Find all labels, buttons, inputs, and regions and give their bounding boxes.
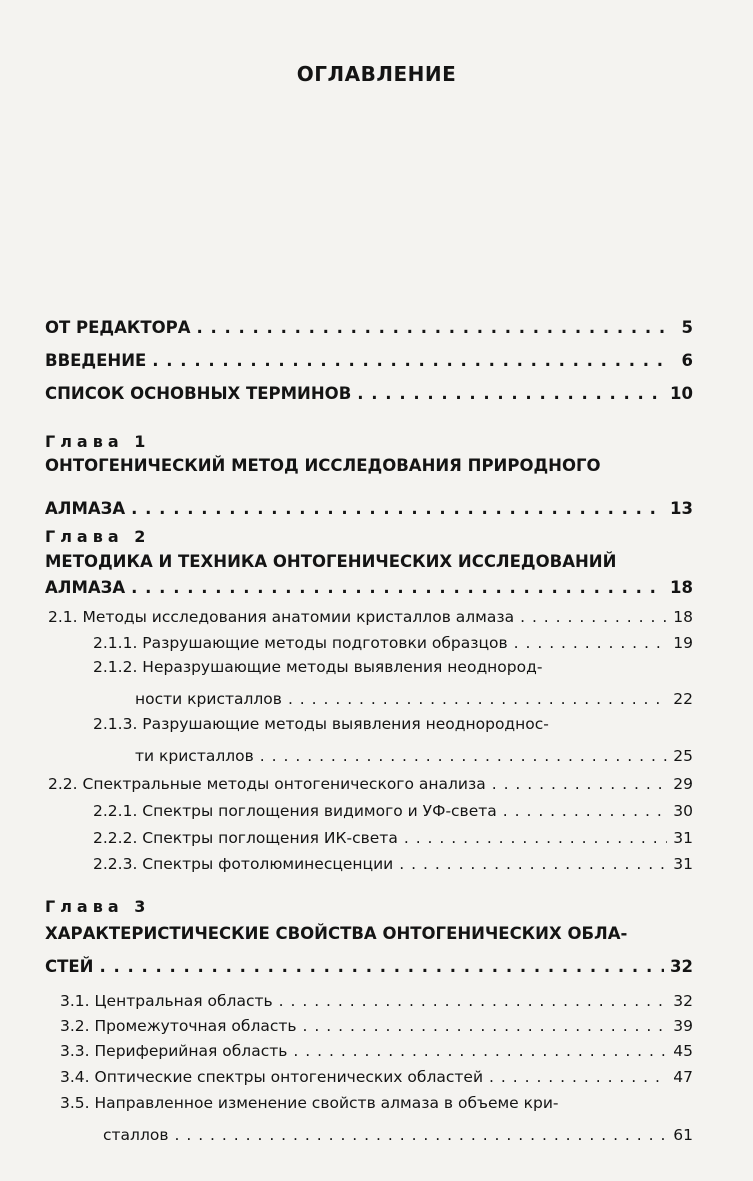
- dot-leader: [260, 746, 667, 766]
- entry-page: 22: [673, 690, 693, 708]
- chapter-title: МЕТОДИКА И ТЕХНИКА ОНТОГЕНИЧЕСКИХ ИССЛЕДОВАНИЙ: [45, 552, 617, 571]
- chapter-title: ХАРАКТЕРИСТИЧЕСКИЕ СВОЙСТВА ОНТОГЕНИЧЕСКИХ ОБЛА-: [45, 924, 628, 943]
- toc-entry: [60, 1067, 693, 1087]
- toc-entry: [45, 957, 693, 977]
- entry-label: АЛМАЗА: [45, 578, 126, 597]
- toc-entry: [60, 991, 693, 1011]
- toc-entry: [93, 633, 693, 653]
- dot-leader: [279, 991, 667, 1011]
- toc-entry: [45, 384, 693, 404]
- dot-leader: [404, 828, 667, 848]
- entry-page: 19: [673, 634, 693, 652]
- chapter-label: Глава 2: [45, 527, 151, 546]
- entry-page: 32: [670, 957, 693, 976]
- dot-leader: [131, 499, 664, 519]
- page-title: ОГЛАВЛЕНИЕ: [296, 62, 457, 86]
- entry-page: 6: [681, 351, 693, 370]
- entry-page: 18: [670, 578, 693, 597]
- entry-label: 3.2. Промежуточная область: [60, 1017, 297, 1035]
- toc-entry-line: [93, 657, 693, 677]
- dot-leader: [357, 384, 664, 404]
- dot-leader: [520, 607, 667, 627]
- dot-leader: [197, 318, 668, 338]
- entry-page: 32: [673, 992, 693, 1010]
- dot-leader: [492, 774, 667, 794]
- entry-page: 31: [673, 855, 693, 873]
- toc-entry: [93, 854, 693, 874]
- entry-label: 2.2. Спектральные методы онтогенического анализа: [48, 775, 486, 793]
- entry-page: 18: [673, 608, 693, 626]
- toc-entry-line: [60, 1093, 693, 1113]
- toc-entry: [45, 318, 693, 338]
- entry-label: 2.1. Методы исследования анатомии кристаллов алмаза: [48, 608, 515, 626]
- dot-leader: [131, 578, 664, 598]
- entry-label: СТЕЙ: [45, 957, 94, 976]
- dot-leader: [399, 854, 667, 874]
- toc-entry-line: [93, 714, 693, 734]
- entry-label: ВВЕДЕНИЕ: [45, 351, 147, 370]
- entry-page: 25: [673, 747, 693, 765]
- entry-page: 31: [673, 829, 693, 847]
- entry-label-cont: сталлов: [103, 1126, 169, 1144]
- chapter-label: Глава 3: [45, 897, 151, 916]
- toc-entry: [135, 746, 693, 766]
- toc-entry: [60, 1041, 693, 1061]
- entry-page: 29: [673, 775, 693, 793]
- toc-entry: [60, 1016, 693, 1036]
- dot-leader: [174, 1125, 667, 1145]
- entry-label: 3.4. Оптические спектры онтогенических областей: [60, 1068, 484, 1086]
- dot-leader: [303, 1016, 667, 1036]
- toc-entry: [45, 351, 693, 371]
- entry-page: 30: [673, 802, 693, 820]
- entry-label: 3.5. Направленное изменение свойств алмаза в объеме кри-: [60, 1094, 559, 1112]
- entry-page: 45: [673, 1042, 693, 1060]
- entry-page: 5: [681, 318, 693, 337]
- entry-page: 13: [670, 499, 693, 518]
- entry-page: 61: [673, 1126, 693, 1144]
- chapter-label: Глава 1: [45, 432, 151, 451]
- toc-entry: [45, 499, 693, 519]
- entry-label: 2.1.1. Разрушающие методы подготовки образцов: [93, 634, 508, 652]
- entry-label: 2.2.3. Спектры фотолюминесценции: [93, 855, 394, 873]
- entry-label: 2.2.1. Спектры поглощения видимого и УФ-света: [93, 802, 497, 820]
- dot-leader: [293, 1041, 667, 1061]
- entry-label: 2.1.3. Разрушающие методы выявления неоднороднос-: [93, 715, 549, 733]
- dot-leader: [288, 689, 667, 709]
- toc-entry: [93, 801, 693, 821]
- entry-label: 3.3. Периферийная область: [60, 1042, 288, 1060]
- toc-entry: [103, 1125, 693, 1145]
- entry-label: 3.1. Центральная область: [60, 992, 273, 1010]
- toc-entry: [135, 689, 693, 709]
- entry-page: 47: [673, 1068, 693, 1086]
- entry-label: АЛМАЗА: [45, 499, 126, 518]
- entry-label: 2.1.2. Неразрушающие методы выявления неоднород-: [93, 658, 543, 676]
- toc-entry: [48, 774, 693, 794]
- entry-label: 2.2.2. Спектры поглощения ИК-света: [93, 829, 398, 847]
- dot-leader: [489, 1067, 667, 1087]
- dot-leader: [503, 801, 667, 821]
- entry-label-cont: ти кристаллов: [135, 747, 254, 765]
- toc-entry: [93, 828, 693, 848]
- entry-page: 10: [670, 384, 693, 403]
- entry-label: СПИСОК ОСНОВНЫХ ТЕРМИНОВ: [45, 384, 352, 403]
- dot-leader: [152, 351, 667, 371]
- dot-leader: [514, 633, 667, 653]
- entry-label-cont: ности кристаллов: [135, 690, 282, 708]
- entry-page: 39: [673, 1017, 693, 1035]
- dot-leader: [99, 957, 664, 977]
- toc-entry: [48, 607, 693, 627]
- chapter-title: ОНТОГЕНИЧЕСКИЙ МЕТОД ИССЛЕДОВАНИЯ ПРИРОДНОГО: [45, 456, 601, 475]
- entry-label: ОТ РЕДАКТОРА: [45, 318, 191, 337]
- toc-entry: [45, 578, 693, 598]
